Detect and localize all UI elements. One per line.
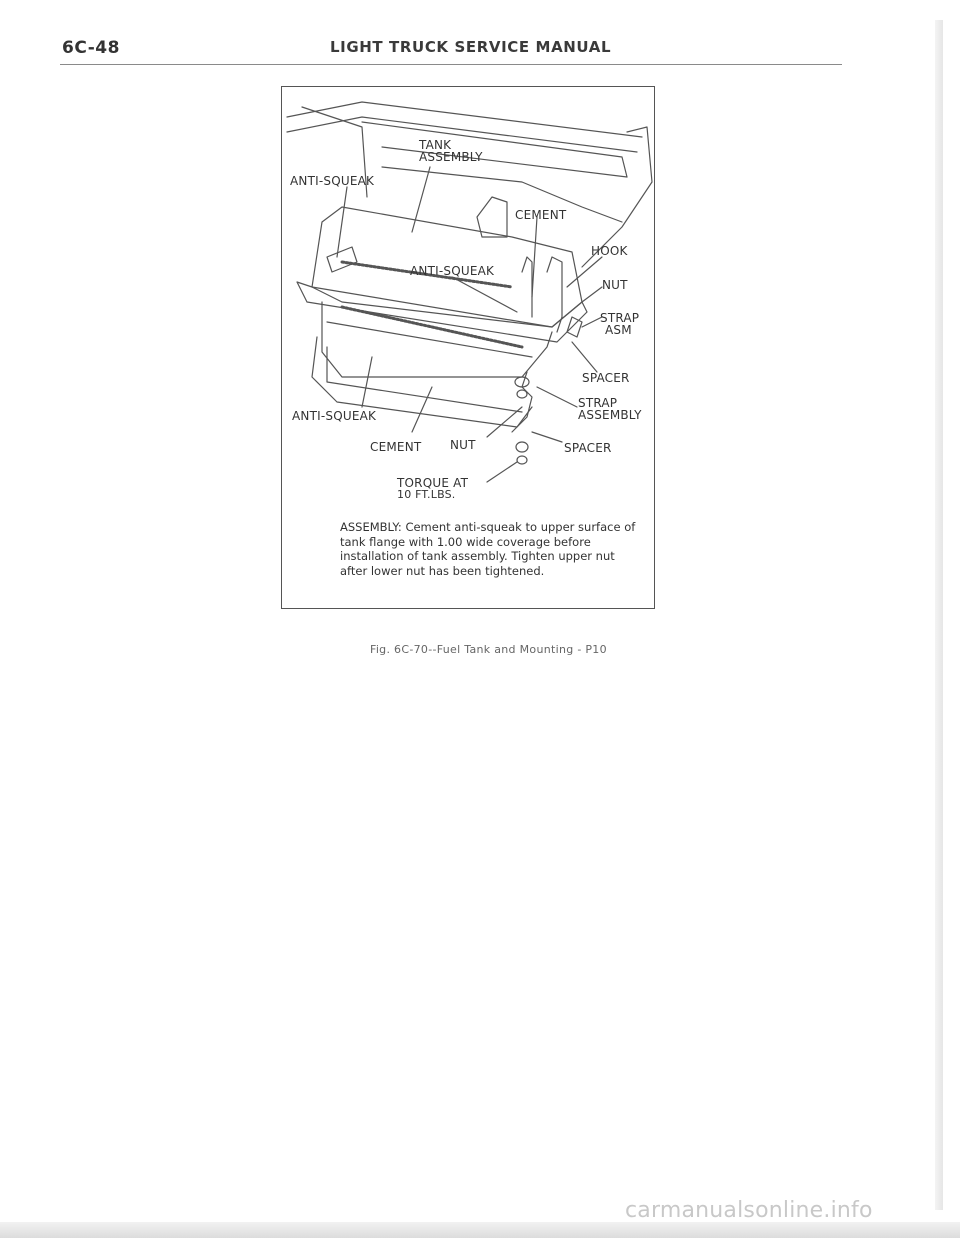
label-torque: TORQUE AT 10 FT.LBS. <box>397 476 469 501</box>
label-anti-squeak-mid: ANTI-SQUEAK <box>410 264 495 278</box>
leader-nut-top <box>582 287 602 302</box>
leader-cement-top <box>532 217 537 297</box>
leader-nut-bottom <box>487 407 522 437</box>
header-rule <box>60 64 842 65</box>
label-cement-top: CEMENT <box>515 208 567 222</box>
label-cement-bottom: CEMENT <box>370 440 422 454</box>
scan-page-edge-right <box>935 20 943 1210</box>
label-anti-squeak-top: ANTI-SQUEAK <box>290 174 375 188</box>
label-anti-squeak-bottom: ANTI-SQUEAK <box>292 409 377 423</box>
spacer-nut-2 <box>517 390 527 398</box>
page-number: 6C-48 <box>62 38 120 58</box>
figure-caption: Fig. 6C-70--Fuel Tank and Mounting - P10 <box>370 643 607 656</box>
label-tank-assembly: TANK ASSEMBLY <box>419 138 483 164</box>
leader-torque <box>487 462 517 482</box>
label-hook: HOOK <box>591 244 628 258</box>
frame-rail-lower <box>382 167 622 222</box>
spacer-bottom <box>516 442 528 452</box>
leader-spacer-bottom <box>532 432 562 442</box>
label-strap-assembly: STRAP ASSEMBLY <box>578 396 642 422</box>
lower-strap-inner <box>327 347 522 412</box>
mounting-bracket <box>477 197 507 237</box>
label-nut-top: NUT <box>602 278 628 292</box>
watermark: carmanualsonline.info <box>625 1198 873 1223</box>
scan-page-edge-bottom <box>0 1222 960 1238</box>
leader-anti-squeak-bottom <box>362 357 372 407</box>
figure-note: ASSEMBLY: Cement anti-squeak to upper surface of tank flange with 1.00 wide coverage before installation of tank assembly. Tighten upper nut after lower nut has been tightened. <box>340 520 636 578</box>
leader-hook <box>567 257 602 287</box>
leader-strap-asm <box>582 317 602 327</box>
label-strap-asm: STRAP ASM <box>600 311 640 337</box>
tank-flange <box>297 282 587 342</box>
strap-rod <box>522 257 532 317</box>
nut-bottom <box>517 456 527 464</box>
running-title: LIGHT TRUCK SERVICE MANUAL <box>330 38 612 56</box>
leader-anti-squeak-top <box>337 187 347 257</box>
label-spacer-bottom: SPACER <box>564 441 612 455</box>
label-nut-bottom: NUT <box>450 438 476 452</box>
leader-strap-assembly <box>537 387 577 407</box>
leader-spacer-top <box>572 342 597 372</box>
label-spacer-top: SPACER <box>582 371 630 385</box>
leader-cement-bottom <box>412 387 432 432</box>
anti-squeak-pad-left <box>327 247 357 272</box>
